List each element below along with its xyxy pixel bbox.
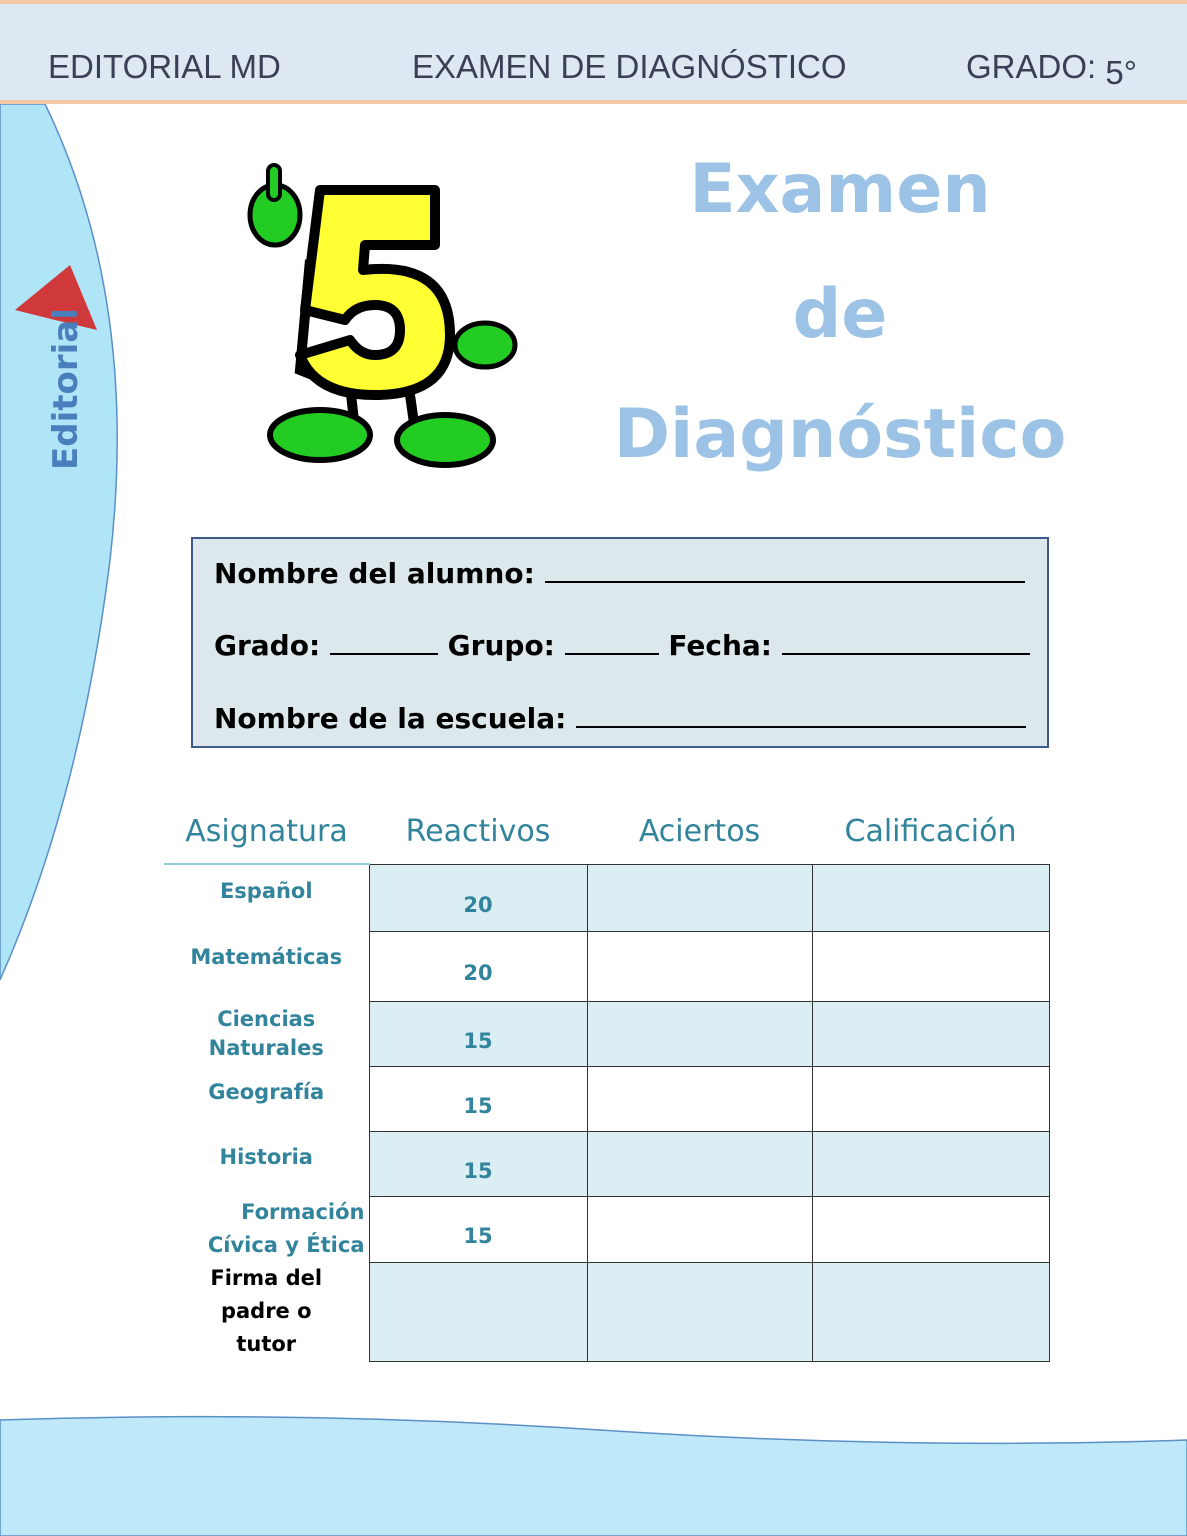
group-label: Grupo: [447, 629, 555, 662]
items-count: 15 [369, 1066, 587, 1131]
grade-field[interactable] [330, 631, 438, 655]
subject: Historia [219, 1145, 313, 1169]
grade-label-text: GRADO: [966, 48, 1097, 85]
signature-cell-2[interactable] [587, 1262, 812, 1361]
grade-field-label: Grado: [214, 629, 321, 662]
student-name-label: Nombre del alumno: [214, 557, 535, 590]
score-cell[interactable] [812, 1066, 1049, 1131]
title-line-1: Examen [689, 150, 991, 229]
header-correct: Aciertos [638, 814, 761, 850]
school-name-label: Nombre de la escuela: [214, 702, 567, 735]
correct-cell[interactable] [587, 931, 812, 1001]
student-info-box [191, 537, 1049, 748]
subject: Matemáticas [190, 945, 343, 969]
table-row [164, 864, 1049, 931]
score-cell[interactable] [812, 1001, 1049, 1066]
mascot-digit: 5 [235, 160, 236, 161]
correct-cell[interactable] [587, 1131, 812, 1196]
grade-label [966, 48, 1137, 91]
signature-row [164, 1262, 1049, 1361]
exam-name: EXAMEN DE DIAGNÓSTICO [412, 48, 847, 85]
header-score: Calificación [844, 814, 1017, 850]
table-row [164, 1066, 1049, 1131]
table-row [164, 1131, 1049, 1196]
items-count: 15 [369, 1196, 587, 1262]
signature-cell-3[interactable] [812, 1262, 1049, 1361]
items-count: 15 [369, 1131, 587, 1196]
title-line-3: Diagnóstico [613, 395, 1067, 474]
date-label: Fecha: [668, 629, 772, 662]
student-name-field[interactable] [545, 559, 1025, 583]
publisher-name: EDITORIAL MD [48, 48, 281, 85]
date-field[interactable] [782, 631, 1030, 655]
table-row [164, 931, 1049, 1001]
score-cell[interactable] [812, 931, 1049, 1001]
mascot-five-illustration [235, 160, 525, 480]
group-field[interactable] [565, 631, 659, 655]
table-row [164, 1001, 1049, 1066]
header-subject: Asignatura [164, 800, 369, 864]
subject: Español [219, 879, 313, 903]
logo-text: Editorial [46, 308, 86, 470]
subject: Formación Cívica y Ética [207, 1200, 365, 1257]
title-line-2: de [792, 275, 888, 354]
signature-label: Firma del padre o tutor [210, 1266, 323, 1356]
subject: Geografía [208, 1080, 325, 1104]
correct-cell[interactable] [587, 1196, 812, 1262]
subject: Ciencias Naturales [208, 1006, 324, 1060]
correct-cell[interactable] [587, 864, 812, 931]
grades-table [164, 800, 1050, 1362]
correct-cell[interactable] [587, 1066, 812, 1131]
items-count: 15 [369, 1001, 587, 1066]
header-items: Reactivos [405, 814, 551, 850]
grade-value: 5° [1105, 54, 1137, 91]
table-row [164, 1196, 1049, 1262]
table-header [164, 800, 1049, 864]
score-cell[interactable] [812, 1131, 1049, 1196]
signature-cell[interactable] [369, 1262, 587, 1361]
school-name-field[interactable] [576, 704, 1026, 728]
items-count: 20 [369, 931, 587, 1001]
score-cell[interactable] [812, 864, 1049, 931]
score-cell[interactable] [812, 1196, 1049, 1262]
correct-cell[interactable] [587, 1001, 812, 1066]
page-header [0, 0, 1187, 104]
items-count: 20 [369, 864, 587, 931]
